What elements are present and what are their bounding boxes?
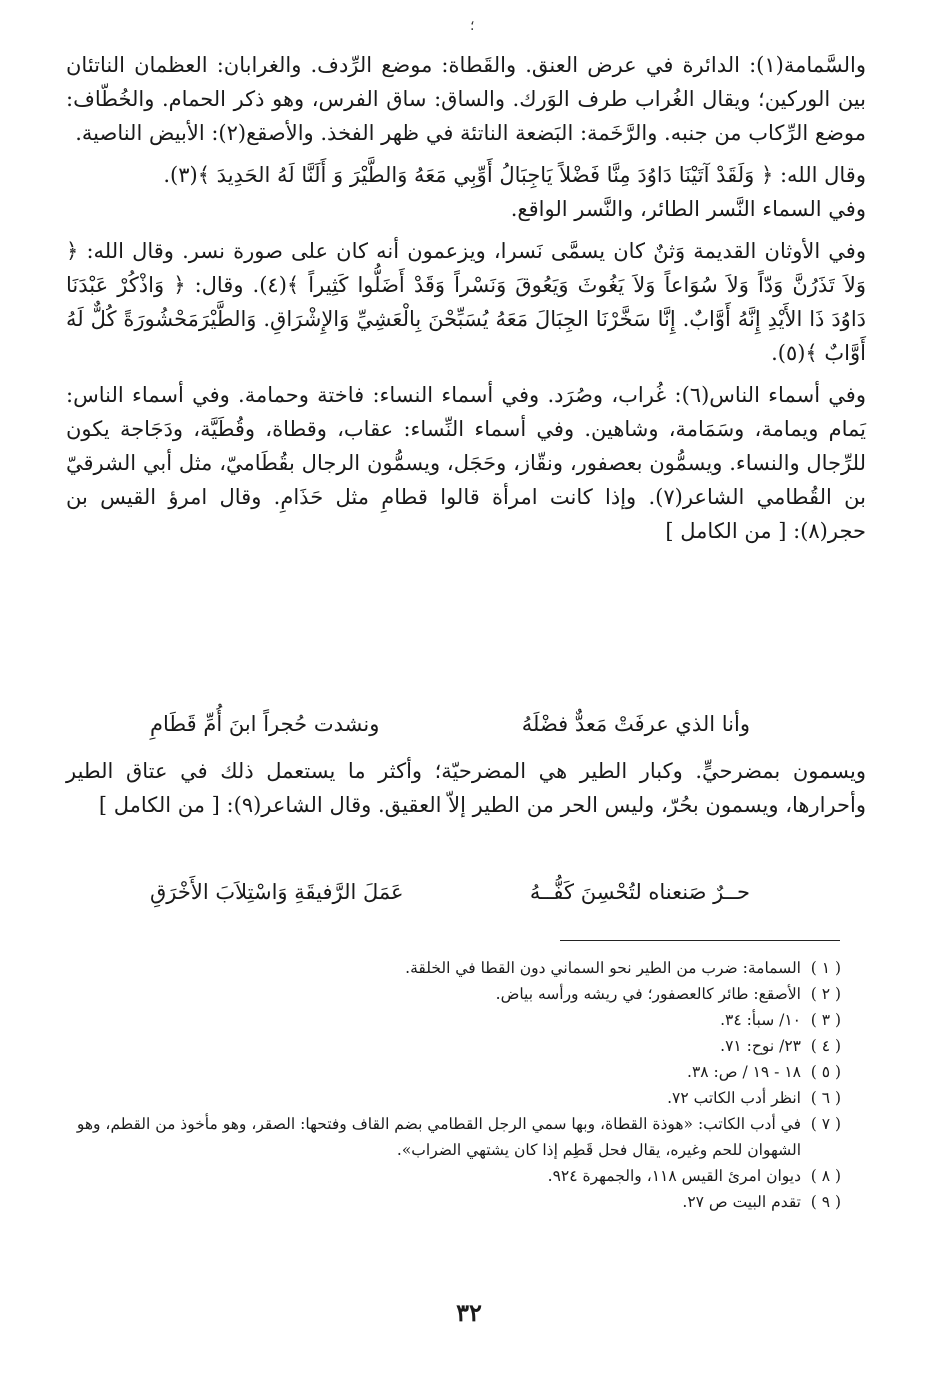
footnote-number: ( ٢ ) bbox=[810, 985, 841, 1003]
footnote-text: انظر أدب الكاتب ٧٢. bbox=[667, 1089, 801, 1107]
paragraph: وفي السماء النَّسر الطائر، والنَّسر الواقع. bbox=[510, 197, 866, 221]
footnote bbox=[66, 1085, 841, 1111]
footnote-number: ( ٩ ) bbox=[810, 1193, 841, 1211]
page-number: ٣٢ bbox=[456, 1298, 482, 1327]
footnote-text: ديوان امرئ القيس ١١٨، والجمهرة ٩٢٤. bbox=[547, 1167, 801, 1185]
footnote bbox=[66, 955, 841, 981]
verse-second-hemistich: عَمَلَ الرَّفيقَةِ وَاسْتِلاَبَ الأَخْرَقِ bbox=[150, 880, 404, 904]
footnote bbox=[66, 1033, 841, 1059]
main-text-continued bbox=[66, 754, 866, 822]
footnote-number: ( ٣ ) bbox=[810, 1011, 841, 1029]
footnote-number: ( ٥ ) bbox=[810, 1063, 841, 1081]
verse-first-hemistich: حــرٌ صَنعناه لتُحْسِنَ كَفُّــهُ bbox=[529, 880, 750, 904]
footnote-number: ( ٦ ) bbox=[810, 1089, 841, 1107]
footnote-text: ١٨ - ١٩ / ص: ٣٨. bbox=[687, 1063, 801, 1081]
footnote-text: الأصقع: طائر كالعصفور؛ في ريشه ورأسه بياض. bbox=[495, 985, 801, 1003]
footnote-text: السمامة: ضرب من الطير نحو السماني دون القطا في الخلقة. bbox=[405, 959, 801, 977]
footnote bbox=[66, 1189, 841, 1215]
footnote-text: ٢٣/ نوح: ٧١. bbox=[720, 1037, 801, 1055]
footnote bbox=[66, 1163, 841, 1189]
footnote-number: ( ٧ ) bbox=[810, 1115, 841, 1133]
poetry-verse bbox=[150, 880, 750, 904]
footnotes bbox=[66, 955, 841, 1215]
footnote-text: ١٠/ سبأ: ٣٤. bbox=[720, 1011, 801, 1029]
main-text bbox=[66, 48, 866, 548]
top-mark: ؛ bbox=[470, 18, 475, 34]
footnote bbox=[66, 1059, 841, 1085]
paragraph: وقال الله: ﴿ وَلَقَدْ آتَيْنَا دَاوُدَ مِنَّا فَضْلاً يَاجِبَالُ أَوِّبِي مَعَهُ وَالطَّيْرَ وَ أَلَنَّا لَهُ الحَدِيدَ ﴾(٣). bbox=[163, 163, 866, 187]
paragraph: والسَّمامة(١): الدائرة في عرض العنق. والقَطاة: موضع الرِّدف. والغرابان: العظمان الناتئان بين الوركين؛ ويقال الغُراب طرف الوَرك. والساق: ساق الفرس، وهو ذكر الحمام. والخُطّاف: موضع الرِّكاب من جنبه. والرَّخَمة: البَضعة الناتئة في ظهر الفخذ. والأصقع(٢): الأبيض الناصية. bbox=[66, 53, 866, 145]
footnote-text: تقدم البيت ص ٢٧. bbox=[682, 1193, 801, 1211]
poetry-verse bbox=[150, 712, 750, 736]
paragraph: وفي الأوثان القديمة وَثنٌ كان يسمَّى نَسرا، ويزعمون أنه كان على صورة نسر. وقال الله: ﴿ وَلاَ تَذَرُنَّ وَدّاً وَلاَ سُوَاعاً وَلاَ يَغُوثَ وَيَعُوقَ وَنَسْراً وَقَدْ أَضَلُّوا كَثِيراً ﴾(٤). وقال: ﴿ وَاذْكُرْ عَبْدَنَا دَاوُدَ ذَا الأَيْدِ إِنَّهُ أَوَّابٌ. إِنَّا سَخَّرْنَا الجِبَالَ مَعَهُ يُسَبِّحْنَ بِالْعَشِيِّ وَالإِشْرَاقِ. وَالطَّيْرَمَحْشُورَةً كُلٌّ لَهُ أَوَّابٌ ﴾(٥). bbox=[66, 239, 866, 365]
footnote bbox=[66, 981, 841, 1007]
paragraph: وفي أسماء الناس(٦): غُراب، وصُرَد. وفي أسماء النساء: فاختة وحمامة. وفي أسماء الناس: يَمام ويمامة، وسَمَامة، وشاهين. وفي أسماء النِّساء: عقاب، وقطاة، وقُطَيَّة، ودَجَاجة يكون للرِّجال والنساء. ويسمُّون بعصفور، ونقّاز، وحَجَل، ويسمُّون الرجال بقُطَاميّ، مثل أبي الشرقيّ بن القُطامي الشاعر(٧). وإذا كانت امرأة قالوا قطامِ مثل حَذَامِ. وقال امرؤ القيس بن حجر(٨): [ من الكامل ] bbox=[66, 383, 867, 543]
footnote bbox=[66, 1007, 841, 1033]
footnote bbox=[66, 1111, 841, 1163]
paragraph: ويسمون بمضرحيٍّ. وكبار الطير هي المضرحيّة؛ وأكثر ما يستعمل ذلك في عتاق الطير وأحرارها، ويسمون بحُرّ، وليس الحر من الطير إلاّ العقيق. وقال الشاعر(٩): [ من الكامل ] bbox=[66, 759, 866, 817]
footnote-text: في أدب الكاتب: «هوذة القطاة، وبها سمي الرجل القطامي بضم القاف وفتحها: الصقر، وهو مأخوذ من القطم، وهو الشهوان للحم وغيره، يقال فحل قَطِم إذا كان يشتهي الضراب». bbox=[76, 1115, 801, 1159]
footnote-number: ( ٨ ) bbox=[810, 1167, 841, 1185]
footnote-number: ( ٤ ) bbox=[810, 1037, 841, 1055]
footnote-divider bbox=[560, 940, 840, 941]
verse-first-hemistich: وأنا الذي عرفَتْ مَعدٌّ فضْلَهُ bbox=[521, 712, 750, 736]
verse-second-hemistich: ونشدت حُجراً ابنَ أُمِّ قَطَامِ bbox=[150, 712, 380, 736]
footnote-number: ( ١ ) bbox=[810, 959, 841, 977]
